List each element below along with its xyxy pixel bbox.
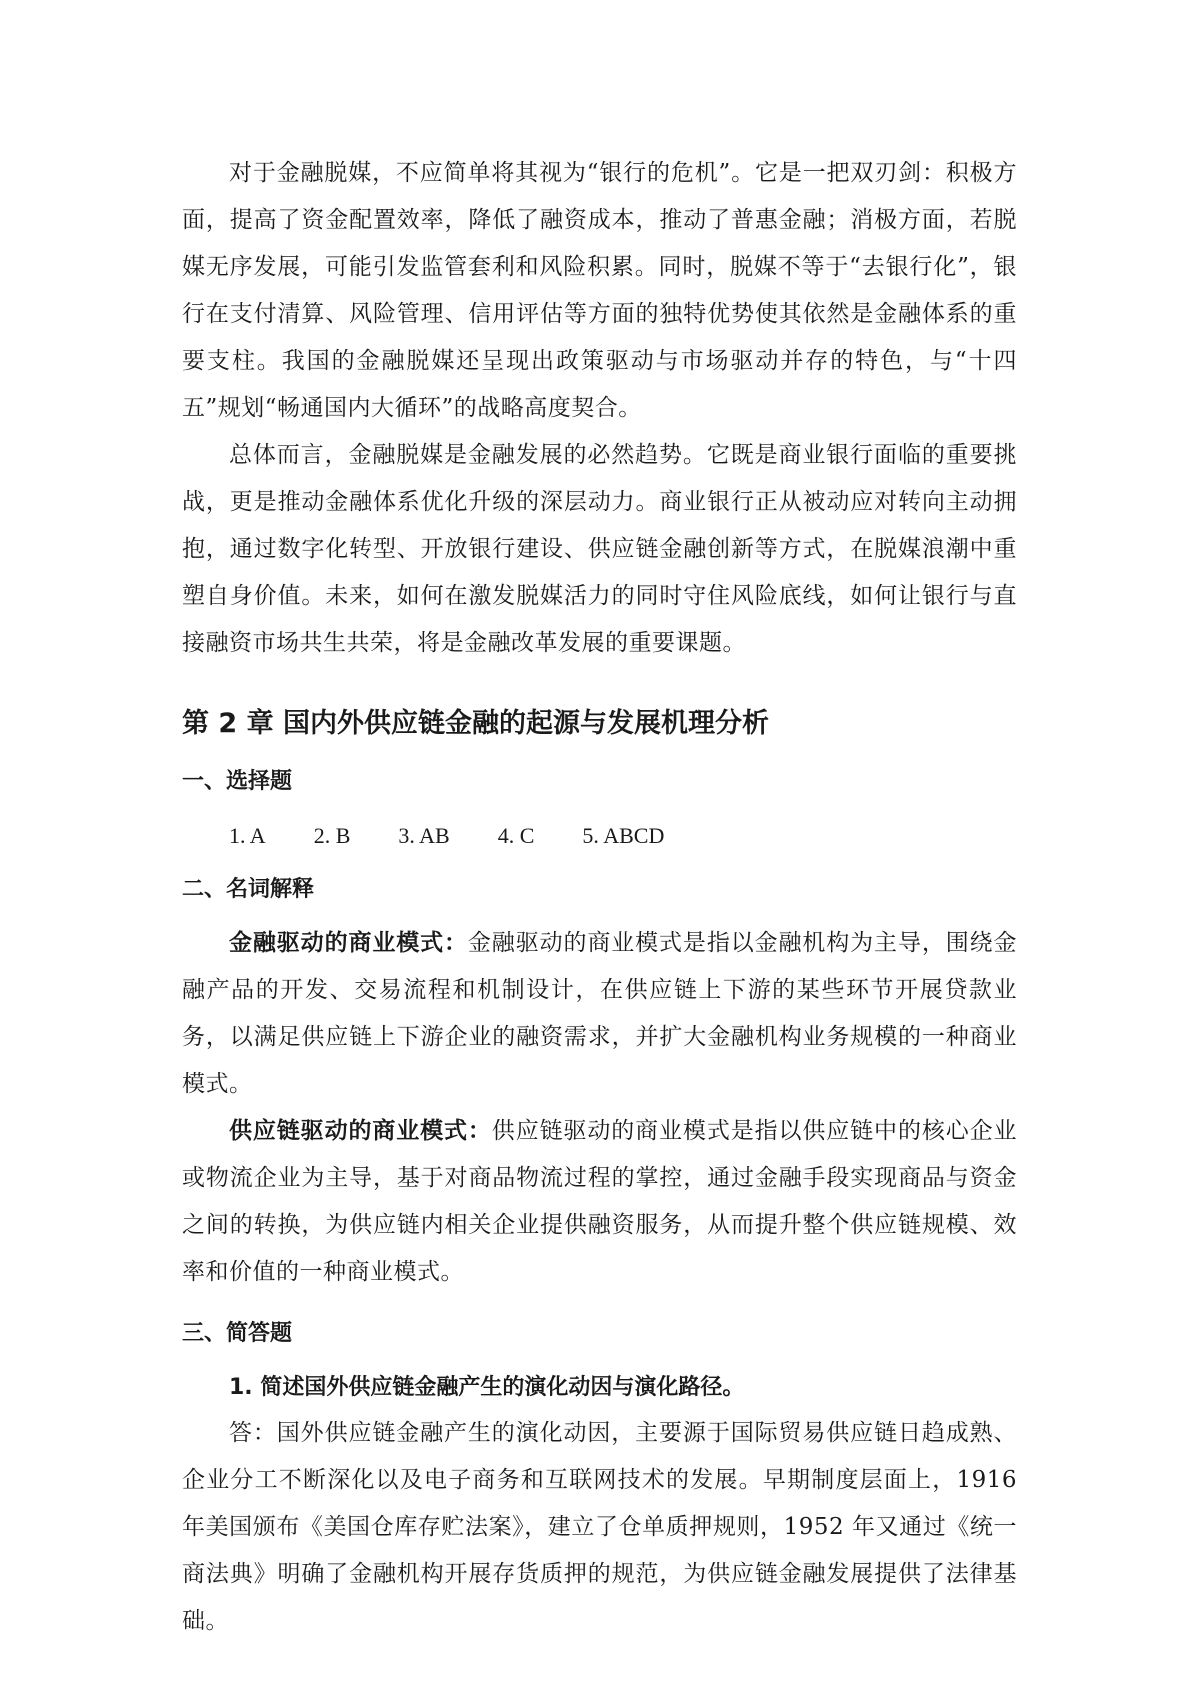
body-paragraph: 对于金融脱媒，不应简单将其视为“银行的危机”。它是一把双刃剑：积极方面，提高了资金配置效率，降低了融资成本，推动了普惠金融；消极方面，若脱媒无序发展，可能引发监管套利和风险积累。同时，脱媒不等于“去银行化”，银行在支付清算、风险管理、信用评估等方面的独特优势使其依然是金融体系的重要支柱。我国的金融脱媒还呈现出政策驱动与市场驱动并存的特色，与“十四五”规划“畅通国内大循环”的战略高度契合。: [182, 160, 1017, 421]
question-heading: 1. 简述国外供应链金融产生的演化动因与演化路径。: [229, 1375, 745, 1400]
answer-item: 2. B: [313, 823, 351, 848]
answer-paragraph: 答：国外供应链金融产生的演化动因，主要源于国际贸易供应链日趋成熟、企业分工不断深化以及电子商务和互联网技术的发展。早期制度层面上，1916 年美国颁布《美国仓库存贮法案》，建立了仓单质押规则，1952 年又通过《统一商法典》明确了金融机构开展存货质押的规范，为供应链金融发展提供了法律基础。: [182, 1420, 1017, 1634]
term-definition: [182, 1108, 1017, 1296]
answer-key: [229, 820, 1017, 852]
term-definition: [182, 920, 1017, 1108]
section-heading-terms: 二、名词解释: [182, 877, 315, 902]
answer-item: 1. A: [229, 823, 266, 848]
term-text: 供应链驱动的商业模式是指以供应链中的核心企业或物流企业为主导，基于对商品物流过程的掌控，通过金融手段实现商品与资金之间的转换，为供应链内相关企业提供融资服务，从而提升整个供应链规模、效率和价值的一种商业模式。: [182, 1118, 1017, 1285]
page-content: [182, 150, 1017, 1645]
section-heading-short-answer: 三、简答题: [182, 1321, 293, 1346]
answer-item: 4. C: [497, 823, 535, 848]
term-text: 金融驱动的商业模式是指以金融机构为主导，围绕金融产品的开发、交易流程和机制设计，在供应链上下游的某些环节开展贷款业务，以满足供应链上下游企业的融资需求，并扩大金融机构业务规模的一种商业模式。: [182, 930, 1017, 1097]
term-label: 供应链驱动的商业模式：: [229, 1118, 492, 1144]
answer-item: 3. AB: [398, 823, 450, 848]
term-label: 金融驱动的商业模式：: [229, 930, 468, 956]
answer-item: 5. ABCD: [582, 823, 665, 848]
section-heading-choice: 一、选择题: [182, 769, 293, 794]
body-paragraph: 总体而言，金融脱媒是金融发展的必然趋势。它既是商业银行面临的重要挑战，更是推动金融体系优化升级的深层动力。商业银行正从被动应对转向主动拥抱，通过数字化转型、开放银行建设、供应链金融创新等方式，在脱媒浪潮中重塑自身价值。未来，如何在激发脱媒活力的同时守住风险底线，如何让银行与直接融资市场共生共荣，将是金融改革发展的重要课题。: [182, 442, 1017, 656]
chapter-title: 第 2 章 国内外供应链金融的起源与发展机理分析: [182, 708, 769, 739]
